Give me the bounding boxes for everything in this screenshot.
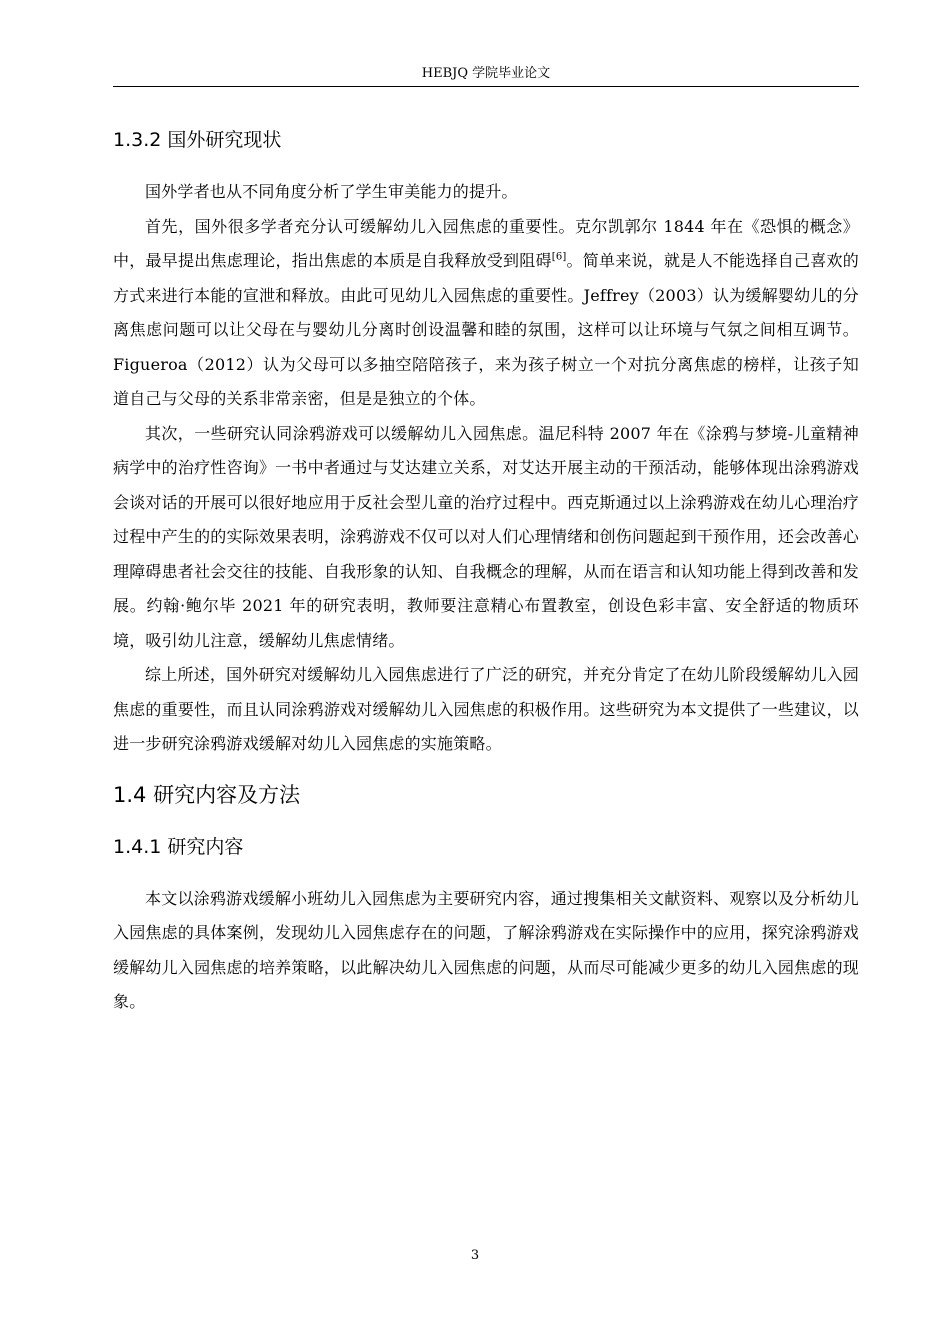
header-title: HEBJQ 学院毕业论文 — [421, 66, 551, 81]
paragraph-first — [113, 210, 859, 417]
page-header — [113, 64, 859, 87]
page-number: 3 — [470, 1248, 480, 1263]
section-heading-1-4-1: 1.4.1 研究内容 — [113, 835, 244, 858]
paragraph-research-content: 本文以涂鸦游戏缓解小班幼儿入园焦虑为主要研究内容，通过搜集相关文献资料、观察以及分析幼儿入园焦虑的具体案例，发现幼儿入园焦虑存在的问题，了解涂鸦游戏在实际操作中的应用，探究涂鸦游戏缓解幼儿入园焦虑的培养策略，以此解决幼儿入园焦虑的问题，从而尽可能减少更多的幼儿入园焦虑的现象。 — [113, 888, 859, 1011]
citation-marker: [6] — [551, 251, 567, 263]
paragraph-first-text: 首先，国外很多学者充分认可缓解幼儿入园焦虑的重要性。克尔凯郭尔 1844 年在《恐惧的概念》中，最早提出焦虑理论，指出焦虑的本质是自我释放受到阻碍 — [113, 216, 859, 270]
section-heading-1-3-2: 1.3.2 国外研究现状 — [113, 129, 282, 151]
paragraph-intro: 国外学者也从不同角度分析了学生审美能力的提升。 — [145, 182, 518, 201]
paragraph-summary: 综上所述，国外研究对缓解幼儿入园焦虑进行了广泛的研究，并充分肯定了在幼儿阶段缓解幼儿入园焦虑的重要性，而且认同涂鸦游戏对缓解幼儿入园焦虑的积极作用。这些研究为本文提供了一些建议，以进一步研究涂鸦游戏缓解对幼儿入园焦虑的实施策略。 — [113, 665, 859, 753]
page-body — [113, 121, 859, 1020]
section-heading-1-4: 1.4 研究内容及方法 — [113, 782, 301, 807]
paragraph-second: 其次，一些研究认同涂鸦游戏可以缓解幼儿入园焦虑。温尼科特 2007 年在《涂鸦与梦境-儿童精神病学中的治疗性咨询》一书中者通过与艾达建立关系，对艾达开展主动的干预活动，能够体现出涂鸦游戏会谈对话的开展可以很好地应用于反社会型儿童的治疗过程中。西克斯通过以上涂鸦游戏在幼儿心理治疗过程中产生的的实际效果表明，涂鸦游戏不仅可以对人们心理情绪和创伤问题起到干预作用，还会改善心理障碍患者社会交往的技能、自我形象的认知、自我概念的理解，从而在语言和认知功能上得到改善和发展。约翰·鲍尔毕 2021 年的研究表明，教师要注意精心布置教室，创设色彩丰富、安全舒适的物质环境，吸引幼儿注意，缓解幼儿焦虑情绪。 — [113, 423, 859, 650]
paragraph-first-continued: 。简单来说，就是人不能选择自己喜欢的方式来进行本能的宣泄和释放。由此可见幼儿入园焦虑的重要性。Jeffrey（2003）认为缓解婴幼儿的分离焦虑问题可以让父母在与婴幼儿分离时创设温馨和睦的氛围，这样可以让环境与气氛之间相互调节。Figueroa（2012）认为父母可以多抽空陪陪孩子，来为孩子树立一个对抗分离焦虑的榜样，让孩子知道自己与父母的关系非常亲密，但是是独立的个体。 — [113, 251, 859, 408]
